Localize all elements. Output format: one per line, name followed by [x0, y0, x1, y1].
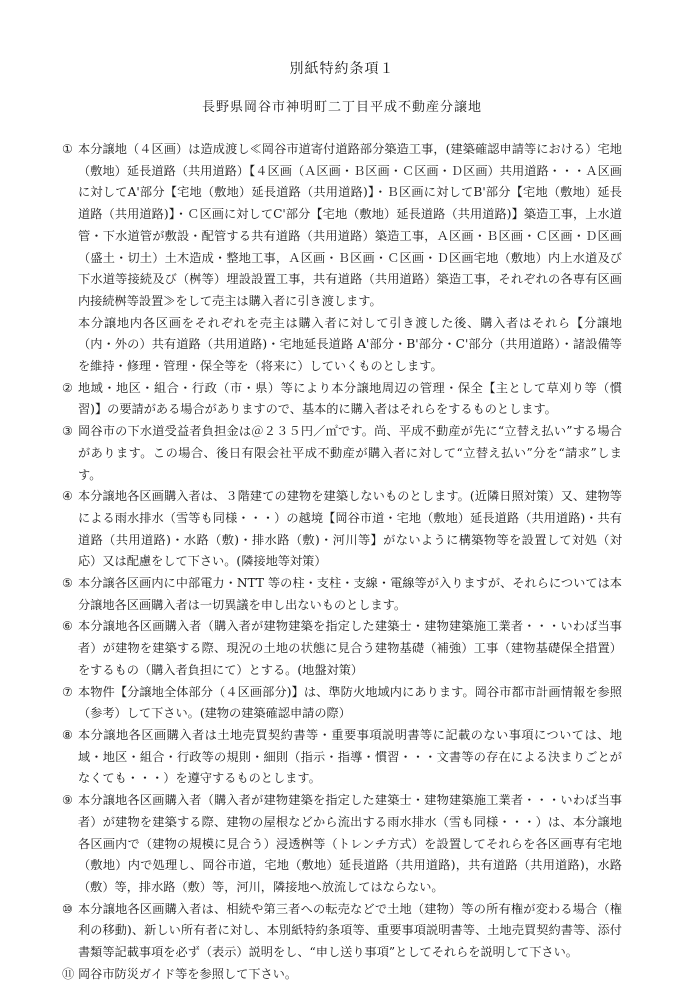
- clause-paragraph: 地域・地区・組合・行政（市・県）等により本分譲地周辺の管理・保全【主として草刈り等（慣習)】の要請がある場合がありますので、基本的に購入者はそれらをするものとします。: [78, 380, 622, 417]
- clause-9: [62, 790, 622, 899]
- clause-paragraph: 本分譲地各区画購入者（購入者が建物建築を指定した建築士・建物建築施工業者・・・いわば当事者）が建物を建築する際、建物の屋根などから流出する雨水排水（雪も同様・・・）は、本分譲地各区画内で（建物の規模に見合う）浸透桝等（トレンチ方式）を設置してそれらを各区画専有宅地（敷地）内で処理し、岡谷市道，宅地（敷地）延長道路（共用道路)，共有道路（共用道路)，水路（敷）等，排水路（敷）等，河川，隣接地へ放流してはならない。: [78, 793, 622, 894]
- clause-2: [62, 378, 622, 421]
- clause-number: ⑤: [62, 576, 73, 591]
- clause-list: [62, 139, 622, 985]
- clause-5: [62, 573, 622, 616]
- clause-paragraph: 本分譲地各区画購入者（購入者が建物建築を指定した建築士・建物建築施工業者・・・いわば当事者）が建物を建築する際、現況の土地の状態に見合う建物基礎（補強）工事（建物基礎保全措置）をするもの（購入者負担にて）とする。(地盤対策）: [78, 619, 622, 677]
- clause-number: ⑩: [62, 901, 73, 916]
- clause-paragraph: 岡谷市の下水道受益者負担金は＠２３５円／㎡です。尚、平成不動産が先に“立替え払い”する場合があります。この場合、後日有限会社平成不動産が購入者に対して“立替え払い”分を“請求”します。: [78, 424, 622, 482]
- clause-8: [62, 725, 622, 790]
- clause-1: [62, 139, 622, 378]
- clause-number: ②: [62, 380, 73, 395]
- clause-number: ⑨: [62, 793, 73, 808]
- clause-paragraph: 本分譲各区画内に中部電力・NTT 等の柱・支柱・支線・電線等が入りますが、それらについては本分譲地各区画購入者は一切異議を申し出ないものとします。: [78, 576, 622, 612]
- clause-11: [62, 964, 622, 985]
- clause-number: ⑪: [62, 966, 75, 981]
- clause-paragraph: 本分譲地内各区画をそれぞれを売主は購入者に対して引き渡した後、購入者はそれら【分譲地（内・外の）共有道路（共用道路)・宅地延長道路 A'部分・B'部分・C'部分（共用道路）・諸設備等を維持・修理・管理・保全等を（将来に）していくものとします。: [78, 315, 622, 374]
- clause-number: ⑦: [62, 684, 73, 699]
- clause-paragraph: 本分譲地各区画購入者は、３階建ての建物を建築しないものとします。(近隣日照対策）又、建物等による雨水排水（雪等も同様・・・）の越境【岡谷市道・宅地（敷地）延長道路（共用道路)・共有道路（共用道路)・水路（敷)・排水路（敷)・河川等】がないように構築物等を設置して対処（対応）又は配慮をして下さい。(隣接地等対策）: [78, 489, 622, 569]
- clause-paragraph: 本分譲地各区画購入者は土地売買契約書等・重要事項説明書等に記載のない事項については、地域・地区・組合・行政等の規則・細則（指示・指導・慣習・・・文書等の存在による決まりごとがなくても・・・）を遵守するものとします。: [78, 727, 622, 786]
- page-title: 別紙特約条項１: [289, 61, 395, 77]
- clause-paragraph: 本分譲地各区画購入者は、相続や第三者への転売などで土地（建物）等の所有権が変わる場合（権利の移動)、新しい所有者に対し、本別紙特約条項等、重要事項説明書等、土地売買契約書等、添付書類等記載事項を必ず（表示）説明をし、“申し送り事項”としてそれらを説明して下さい。: [78, 901, 622, 960]
- clause-6: [62, 616, 622, 681]
- page-subtitle: 長野県岡谷市神明町二丁目平成不動産分譲地: [201, 100, 482, 115]
- clause-number: ①: [62, 142, 73, 156]
- clause-paragraph: 本物件【分譲地全体部分（４区画部分)】は、準防火地域内にあります。岡谷市都市計画情報を参照（参考）して下さい。(建物の建築確認申請の際）: [78, 684, 622, 721]
- clause-4: [62, 486, 622, 573]
- clause-7: [62, 682, 622, 725]
- clause-paragraph: 岡谷市防災ガイド等を参照して下さい。: [78, 966, 298, 981]
- clause-paragraph: 本分譲地（４区画）は造成渡し≪岡谷市道寄付道路部分築造工事，(建築確認申請等における）宅地（敷地）延長道路（共用道路）【４区画（Ａ区画・Ｂ区画・Ｃ区画・Ｄ区画）共用道路・・・Ａ区画に対してA'部分【宅地（敷地）延長道路（共用道路)】・Ｂ区画に対してB'部分【宅地（敷地）延長道路（共用道路)】・Ｃ区画に対してC'部分【宅地（敷地）延長道路（共用道路)】築造工事，上水道管・下水道管が敷設・配管する共有道路（共用道路）築造工事，Ａ区画・Ｂ区画・Ｃ区画・Ｄ区画（盛土・切土）土木造成・整地工事，Ａ区画・Ｂ区画・Ｃ区画・Ｄ区画宅地（敷地）内上水道及び下水道等接続及び（桝等）埋設設置工事，共有道路（共用道路）築造工事，それぞれの各専有区画内接続桝等設置≫をして売主は購入者に引き渡します。: [78, 142, 622, 308]
- clause-number: ④: [62, 489, 73, 504]
- clause-number: ⑥: [62, 619, 73, 634]
- clause-10: [62, 899, 622, 964]
- clause-3: [62, 421, 622, 486]
- clause-number: ③: [62, 424, 73, 439]
- clause-number: ⑧: [62, 727, 73, 742]
